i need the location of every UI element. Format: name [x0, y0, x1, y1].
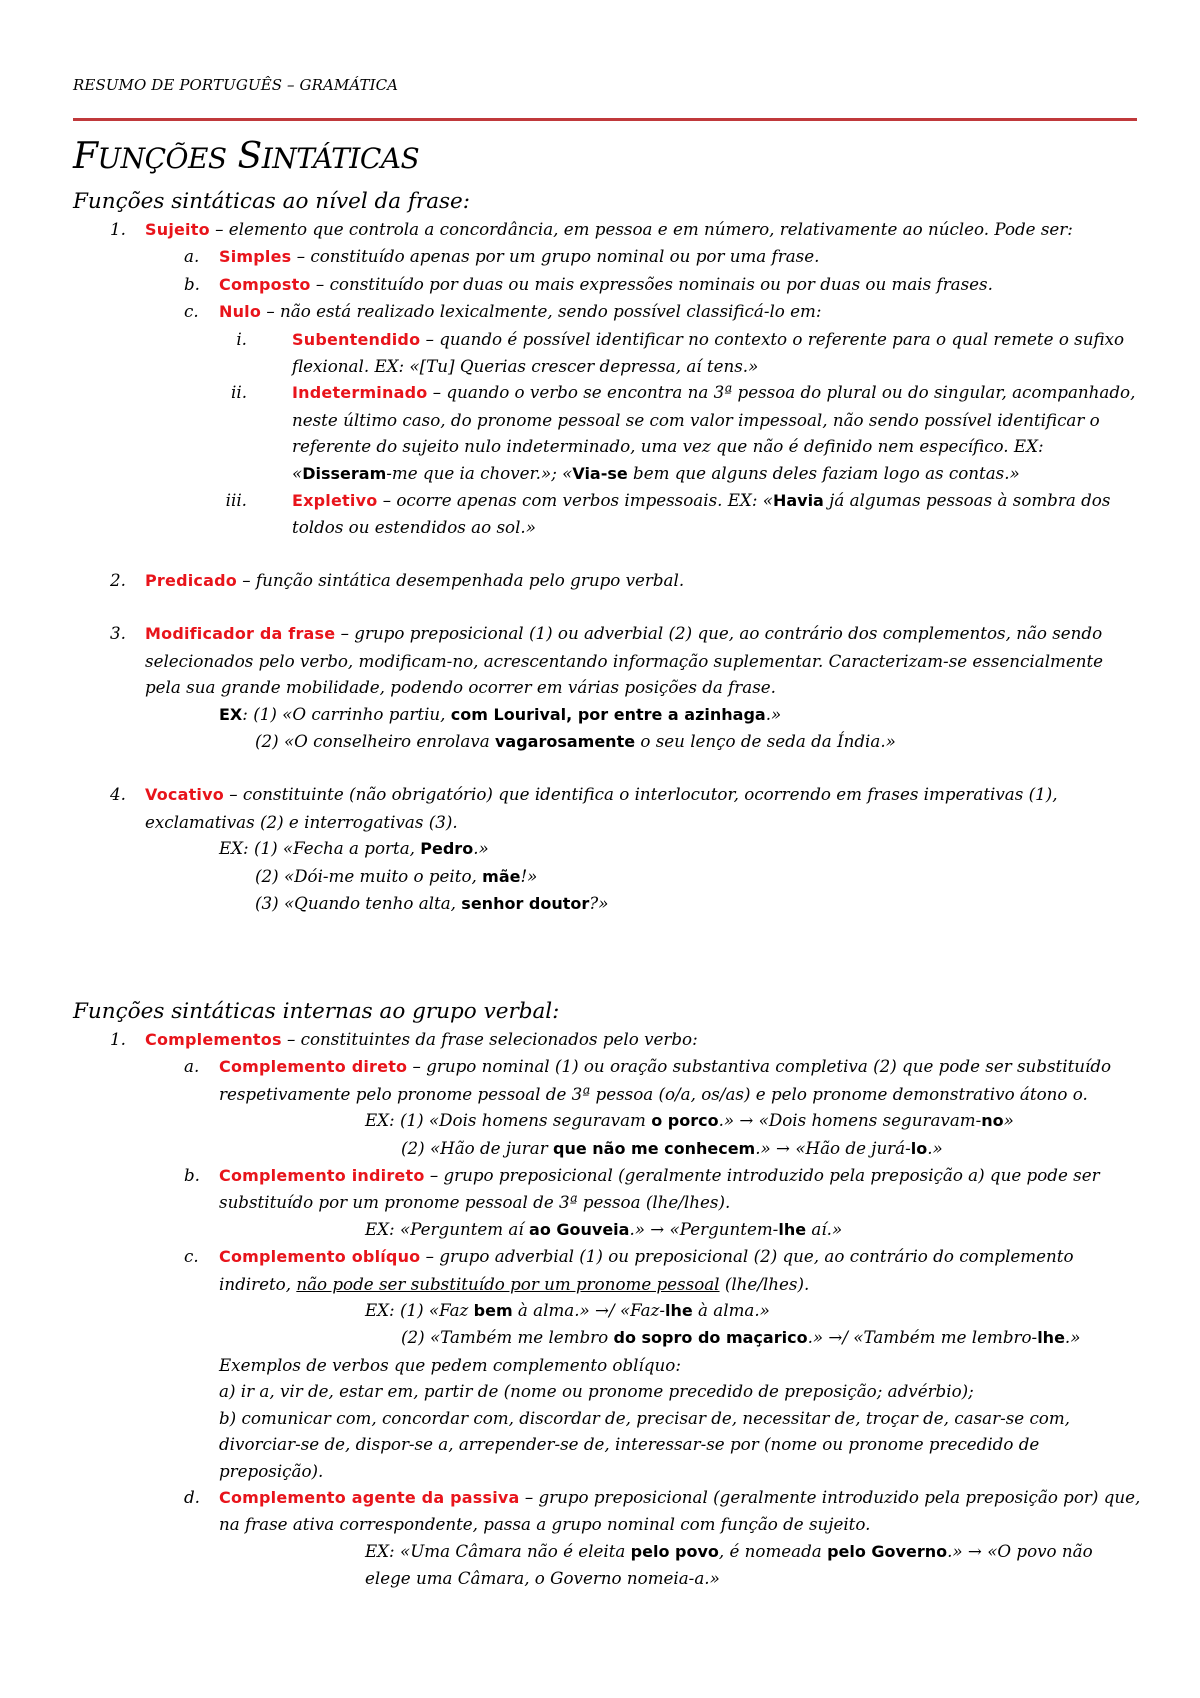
example-vocativo-1: EX: (1) «Fecha a porta, Pedro.»	[219, 838, 489, 859]
example-agente: EX: «Uma Câmara não é eleita pelo povo, é nomeada pelo Governo.» → «O povo não elege uma Câmara, o Governo nomeia-a.»	[365, 1540, 1093, 1589]
list-item-complemento-direto: a. Complemento direto – grupo nominal (1) ou oração substantiva completiva (2) que pode ser substituído respetivamente pelo pronome pessoal de 3ª pessoa (o/a, os/as) e pelo pronome demonstrativo átono o.	[184, 1056, 1112, 1104]
term-vocativo: Vocativo	[145, 785, 224, 805]
term-predicado: Predicado	[145, 570, 237, 590]
term-nulo: Nulo	[219, 302, 262, 322]
list-item-expletivo: iii. Expletivo – ocorre apenas com verbos impessoais. EX: «Havia já algumas pessoas à sombra dos toldos ou estendidos ao sol.»	[225, 490, 1111, 538]
term-sujeito: Sujeito	[145, 220, 210, 239]
list-item-subentendido: i. Subentendido – quando é possível identificar no contexto o referente para o qual remete o sufixo flexional. EX: «[Tu] Querias crescer depressa, aí tens.»	[236, 328, 1125, 377]
verbs-intro: Exemplos de verbos que pedem complemento oblíquo:	[219, 1354, 681, 1375]
term-composto: Composto	[219, 274, 311, 294]
list-item-predicado: 2. Predicado – função sintática desempenhada pelo grupo verbal.	[110, 569, 685, 590]
term-indeterminado: Indeterminado	[292, 383, 428, 403]
example-direto-1: EX: (1) «Dois homens seguravam o porco.» → «Dois homens seguravam-no»	[365, 1110, 1014, 1131]
section-heading-frase: Funções sintáticas ao nível da frase:	[73, 189, 471, 214]
list-item-complemento-agente: d. Complemento agente da passiva – grupo preposicional (geralmente introduzido pela preposição por) que, na frase ativa correspondente, passa a grupo nominal com função de sujeito.	[184, 1486, 1141, 1535]
list-item-sujeito: 1. Sujeito – elemento que controla a concordância, em pessoa e em número, relativamente ao núcleo. Pode ser:	[110, 219, 1073, 239]
list-item-nulo: c. Nulo – não está realizado lexicalmente, sendo possível classificá-lo em:	[184, 301, 822, 322]
section-frase-body	[73, 216, 1143, 917]
term-complemento-direto: Complemento direto	[219, 1057, 408, 1077]
term-complemento-obliquo: Complemento oblíquo	[219, 1247, 421, 1267]
page-title: FUNÇÕES SINTÁTICAS	[73, 136, 420, 177]
example-obliquo-1: EX: (1) «Faz bem à alma.» →/ «Faz-lhe à alma.»	[365, 1300, 770, 1321]
term-complementos: Complementos	[145, 1030, 282, 1049]
list-item-composto: b. Composto – constituído por duas ou mais expressões nominais ou por duas ou mais frases.	[184, 273, 993, 294]
verbs-list-a: a) ir a, vir de, estar em, partir de (nome ou pronome precedido de preposição; advérbio);	[219, 1381, 974, 1402]
example-obliquo-2: (2) «Também me lembro do sopro do maçarico.» →/ «Também me lembro-lhe.»	[401, 1327, 1081, 1348]
list-item-modificador: 3. Modificador da frase – grupo preposicional (1) ou adverbial (2) que, ao contrário dos complementos, não sendo selecionados pelo verbo, modificam-no, acrescentando informação suplementar. Caracterizam-se essencialmente pela sua grande mobilidade, podendo ocorrer em várias posições da frase.	[110, 623, 1104, 698]
header-rule	[73, 118, 1137, 121]
list-item-indeterminado: ii. Indeterminado – quando o verbo se encontra na 3ª pessoa do plural ou do singular, acompanhado, neste último caso, do pronome pessoal se com valor impessoal, não sendo possível identificar o referente do sujeito nulo indeterminado, uma vez que não é definido nem específico. EX: «Disseram-me que ia chover.»; «Via-se bem que alguns deles faziam logo as contas.»	[231, 382, 1136, 483]
example-modificador-2: (2) «O conselheiro enrolava vagarosamente o seu lenço de seda da Índia.»	[255, 730, 896, 751]
example-vocativo-2: (2) «Dói-me muito o peito, mãe!»	[255, 865, 538, 886]
example-direto-2: (2) «Hão de jurar que não me conhecem.» → «Hão de jurá-lo.»	[401, 1137, 943, 1158]
term-expletivo: Expletivo	[292, 491, 378, 511]
list-item-complementos: 1. Complementos – constituintes da frase selecionados pelo verbo:	[110, 1029, 698, 1049]
example-indireto: EX: «Perguntem aí ao Gouveia.» → «Perguntem-lhe aí.»	[365, 1218, 843, 1239]
term-complemento-agente: Complemento agente da passiva	[219, 1487, 520, 1507]
page-header: RESUMO DE PORTUGUÊS – GRAMÁTICA	[73, 76, 399, 94]
list-item-vocativo: 4. Vocativo – constituinte (não obrigatório) que identifica o interlocutor, ocorrendo em frases imperativas (1), exclamativas (2) e interrogativas (3).	[110, 784, 1058, 832]
example-vocativo-3: (3) «Quando tenho alta, senhor doutor?»	[255, 892, 609, 913]
term-simples: Simples	[219, 247, 292, 267]
verbs-list-b: b) comunicar com, concordar com, discordar de, precisar de, necessitar de, troçar de, casar-se com, divorciar-se de, dispor-se a, arrepender-se de, interessar-se por (nome ou pronome precedido de preposição).	[219, 1407, 1070, 1481]
list-item-simples: a. Simples – constituído apenas por um grupo nominal ou por uma frase.	[184, 246, 820, 267]
list-item-complemento-obliquo: c. Complemento oblíquo – grupo adverbial (1) ou preposicional (2) que, ao contrário do complemento indireto, não pode ser substituído por um pronome pessoal (lhe/lhes).	[184, 1246, 1074, 1294]
section-grupo-verbal-body	[73, 1026, 1143, 1592]
list-item-complemento-indireto: b. Complemento indireto – grupo preposicional (geralmente introduzido pela preposição a) que pode ser substituído por um pronome pessoal de 3ª pessoa (lhe/lhes).	[184, 1165, 1100, 1213]
term-modificador: Modificador da frase	[145, 624, 336, 644]
term-subentendido: Subentendido	[292, 329, 421, 349]
example-modificador-1: EX: (1) «O carrinho partiu, com Lourival, por entre a azinhaga.»	[219, 703, 782, 724]
section-heading-grupo-verbal: Funções sintáticas internas ao grupo verbal:	[73, 999, 560, 1024]
term-complemento-indireto: Complemento indireto	[219, 1166, 425, 1186]
